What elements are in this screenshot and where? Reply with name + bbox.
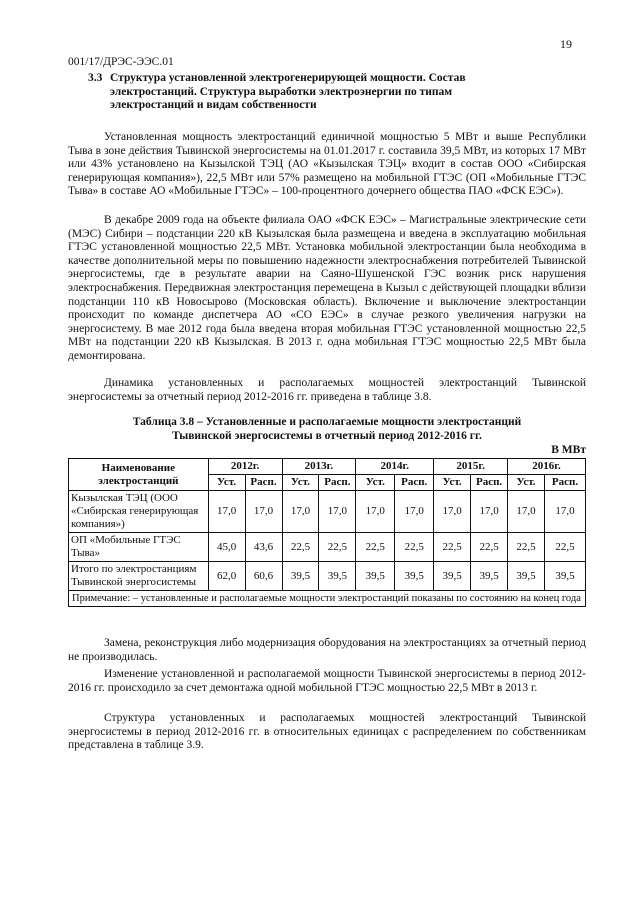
capacity-cell: 39,5	[356, 562, 395, 591]
table-row	[69, 491, 586, 533]
station-name: Кызылская ТЭЦ (ООО «Сибирская генерирующая компания»)	[69, 491, 209, 533]
table-note: Примечание: – установленные и располагаемые мощности электростанций показаны по состоянию на конец года	[69, 591, 586, 607]
capacity-cell: 39,5	[508, 562, 545, 591]
paragraph-mobile-gtes-history: В декабре 2009 года на объекте филиала ОАО «ФСК ЕЭС» – Магистральные электрические сети (МЭС) Сибири – подстанции 220 кВ Кызылская была размещена и введена в эксплуатацию мобильная ГТЭС установленной мощностью 22,5 МВт. Установка мобильной электростанции была необходима в качестве дополнительной меры по повышению надежности электроснабжения потребителей Тывинской энергосистемы, где в результате аварии на Саяно-Шушенской ГЭС возник риск нарушения электроснабжения. Передвижная электростанция перемещена в Кызыл с действующей площадки вблизи подстанции 110 кВ Новосырово (Московская область). Включение и выключение электростанции происходит по команде диспетчера АО «СО ЕЭС» в случае резкого увеличения нагрузки на энергосистему. В мае 2012 года была введена вторая мобильная ГТЭС установленной мощностью 22,5 МВт на подстанции 220 кВ Кызылская. В 2013 г. одна мобильная ГТЭС мощностью 22,5 МВт была демонтирована.	[68, 214, 586, 362]
year-header: 2014г.	[356, 459, 434, 475]
year-header: 2015г.	[434, 459, 508, 475]
section-number: 3.3	[88, 72, 103, 84]
table-header-row	[69, 459, 586, 475]
capacity-cell: 17,0	[319, 491, 356, 533]
installed-subheader: Уст.	[208, 475, 245, 491]
capacity-cell: 17,0	[395, 491, 434, 533]
capacity-cell: 17,0	[208, 491, 245, 533]
station-name: Итого по электростанциям Тывинской энергосистемы	[69, 562, 209, 591]
available-subheader: Расп.	[471, 475, 508, 491]
capacity-cell: 22,5	[544, 533, 585, 562]
capacity-cell: 60,6	[245, 562, 282, 591]
capacity-cell: 39,5	[434, 562, 471, 591]
installed-subheader: Уст.	[282, 475, 319, 491]
paragraph-table-intro: Динамика установленных и располагаемых мощностей электростанций Тывинской энергосистемы за отчетный период 2012-2016 гг. приведена в таблице 3.8.	[68, 377, 586, 403]
capacity-cell: 22,5	[356, 533, 395, 562]
year-header: 2012г.	[208, 459, 282, 475]
capacity-cell: 17,0	[282, 491, 319, 533]
capacity-cell: 22,5	[471, 533, 508, 562]
capacity-cell: 62,0	[208, 562, 245, 591]
installed-subheader: Уст.	[508, 475, 545, 491]
section-title-line-1: Структура установленной электрогенерирующей мощности. Состав	[110, 72, 466, 84]
capacity-table	[68, 458, 586, 607]
year-header: 2013г.	[282, 459, 356, 475]
section-title-line-3: электростанций и видам собственности	[110, 99, 317, 111]
document-id: 001/17/ДРЭС-ЭЭС.01	[68, 56, 174, 68]
capacity-cell: 17,0	[471, 491, 508, 533]
installed-subheader: Уст.	[356, 475, 395, 491]
table-row	[69, 533, 586, 562]
station-name: ОП «Мобильные ГТЭС Тыва»	[69, 533, 209, 562]
table-units: В МВт	[551, 444, 586, 456]
station-name-header: Наименование электростанций	[69, 459, 209, 491]
capacity-cell: 39,5	[282, 562, 319, 591]
table-row-total	[69, 562, 586, 591]
capacity-cell: 22,5	[282, 533, 319, 562]
capacity-cell: 17,0	[245, 491, 282, 533]
installed-subheader: Уст.	[434, 475, 471, 491]
paragraph-structure-ref: Структура установленных и располагаемых мощностей электростанций Тывинской энергосистемы в период 2012-2016 гг. в относительных единицах с распределением по собственникам представлена в таблице 3.9.	[68, 712, 586, 752]
available-subheader: Расп.	[544, 475, 585, 491]
capacity-cell: 39,5	[471, 562, 508, 591]
capacity-cell: 45,0	[208, 533, 245, 562]
table-caption-line-1: Таблица 3.8 – Установленные и располагаемые мощности электростанций	[132, 416, 522, 428]
available-subheader: Расп.	[245, 475, 282, 491]
capacity-cell: 22,5	[434, 533, 471, 562]
capacity-cell: 17,0	[356, 491, 395, 533]
capacity-cell: 22,5	[319, 533, 356, 562]
table-caption-line-2: Тывинской энергосистемы в отчетный период 2012-2016 гг.	[172, 430, 482, 442]
capacity-cell: 39,5	[544, 562, 585, 591]
available-subheader: Расп.	[395, 475, 434, 491]
capacity-cell: 39,5	[395, 562, 434, 591]
table-note-row	[69, 591, 586, 607]
section-heading	[88, 72, 558, 113]
paragraph-no-modernization: Замена, реконструкция либо модернизация оборудования на электростанциях за отчетный период не производилась.	[68, 637, 586, 663]
capacity-cell: 17,0	[544, 491, 585, 533]
paragraph-installed-capacity: Установленная мощность электростанций единичной мощностью 5 МВт и выше Республики Тыва в зоне действия Тывинской энергосистемы на 01.01.2017 г. составила 39,5 МВт, из которых 17 МВт или 43% установлено на Кызылской ТЭЦ (АО «Кызылская ТЭЦ» входит в состав ООО «Сибирская генерирующая компания»), 22,5 МВт или 57% размещено на мобильной ГТЭС (ОП «Мобильные ГТЭС Тыва» в составе АО «Мобильные ГТЭС» – 100-процентного дочернего общества ПАО «ФСК ЕЭС»).	[68, 131, 586, 198]
capacity-cell: 39,5	[319, 562, 356, 591]
paragraph-capacity-change: Изменение установленной и располагаемой мощности Тывинской энергосистемы в период 2012-2016 гг. происходило за счет демонтажа одной мобильной ГТЭС мощностью 22,5 МВт в 2013 г.	[68, 668, 586, 694]
section-title-line-2: электростанций. Структура выработки электроэнергии по типам	[110, 85, 453, 98]
available-subheader: Расп.	[319, 475, 356, 491]
table-caption	[68, 415, 586, 443]
capacity-cell: 22,5	[508, 533, 545, 562]
year-header: 2016г.	[508, 459, 586, 475]
capacity-cell: 22,5	[395, 533, 434, 562]
capacity-cell: 43,6	[245, 533, 282, 562]
capacity-cell: 17,0	[508, 491, 545, 533]
capacity-cell: 17,0	[434, 491, 471, 533]
page-number: 19	[560, 37, 572, 51]
